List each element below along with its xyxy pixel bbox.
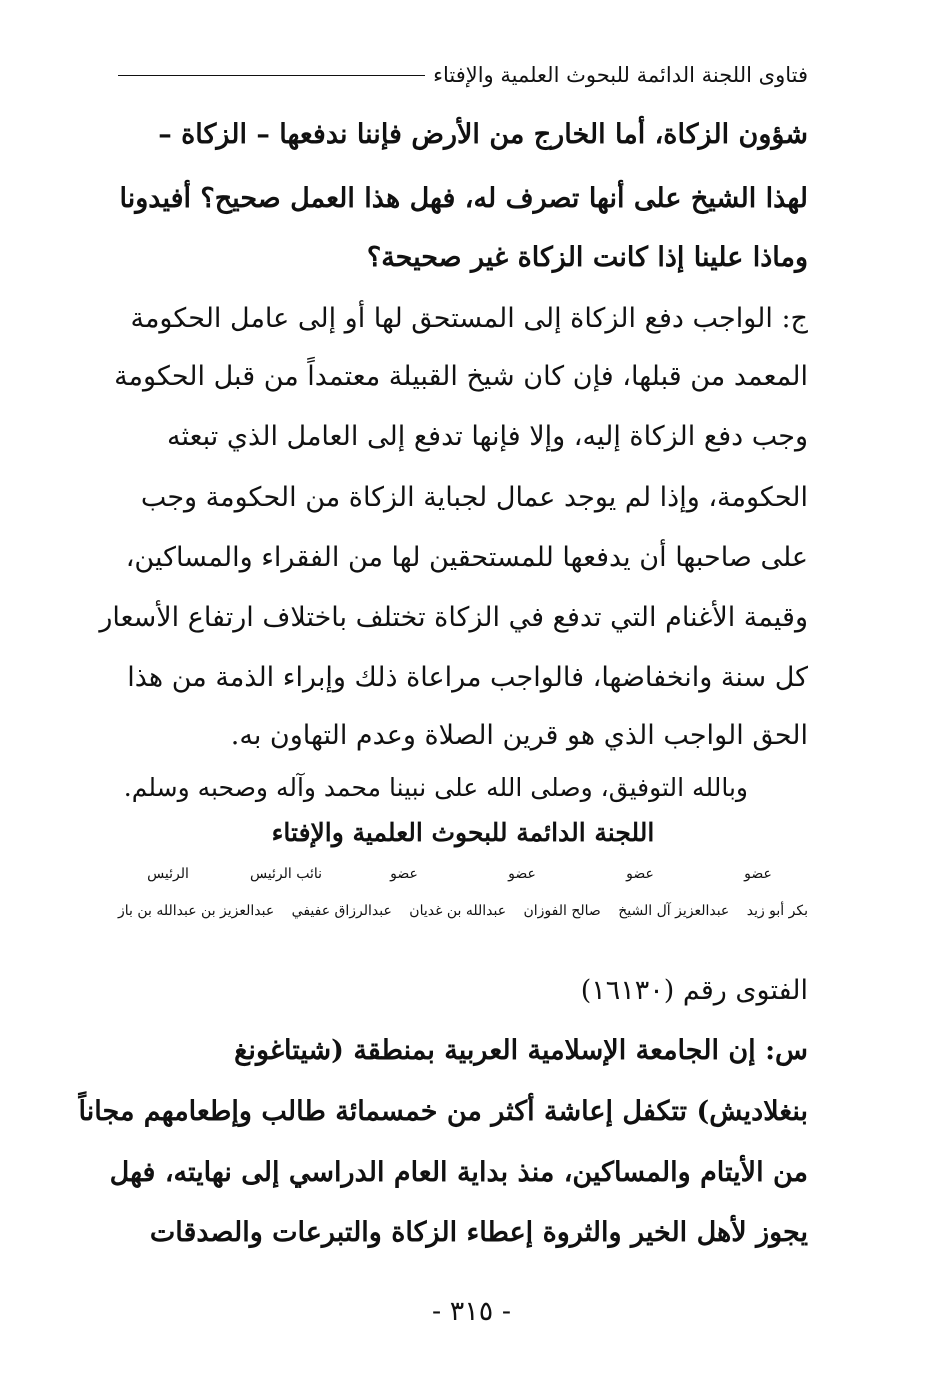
signatory-name: بكر أبو زيد [746,903,808,919]
answer-line: وجب دفع الزكاة إليه، وإلا فإنها تدفع إلى العامل الذي تبعثه [167,421,808,452]
signatory-roles [118,866,808,882]
answer-line: المعمد من قبلها، فإن كان شيخ القبيلة معتمداً من قبل الحكومة [114,361,808,392]
committee-name: اللجنة الدائمة للبحوث العلمية والإفتاء [271,818,655,847]
question-line: س: إن الجامعة الإسلامية العربية بمنطقة (شيتاغونغ [234,1035,808,1066]
signatory-name: عبدالعزيز بن عبدالله بن باز [118,903,275,919]
signatory-role: الرئيس [147,866,189,882]
header-rule [118,75,425,76]
signatory-name: عبدالله بن غديان [409,903,507,919]
answer-line: كل سنة وانخفاضها، فالواجب مراعاة ذلك وإبراء الذمة من هذا [127,662,808,693]
page-number: - ٣١٥ - [432,1296,511,1327]
answer-line: الحكومة، وإذا لم يوجد عمال لجباية الزكاة من الحكومة وجب [140,482,808,513]
signatory-role: عضو [626,866,654,882]
signatory-role: عضو [390,866,418,882]
signatory-name: عبدالعزيز آل الشيخ [618,903,730,919]
answer-line: وقيمة الأغنام التي تدفع في الزكاة تختلف باختلاف ارتفاع الأسعار [99,602,808,633]
signatory-name: عبدالرزاق عفيفي [291,903,392,919]
running-header [118,58,808,92]
signatory-role: عضو [508,866,536,882]
answer-line: ج: الواجب دفع الزكاة إلى المستحق لها أو إلى عامل الحكومة [130,303,808,334]
header-title: فتاوى اللجنة الدائمة للبحوث العلمية والإفتاء [433,63,808,87]
signatory-names [118,903,808,919]
question-line: لهذا الشيخ على أنها تصرف له، فهل هذا العمل صحيح؟ أفيدونا [119,183,808,214]
signatory-name: صالح الفوزان [523,903,601,919]
question-line: من الأيتام والمساكين، منذ بداية العام الدراسي إلى نهايته، فهل [109,1157,808,1188]
closing-line: وبالله التوفيق، وصلى الله على نبينا محمد وآله وصحبه وسلم. [123,773,748,802]
answer-line: الحق الواجب الذي هو قرين الصلاة وعدم التهاون به. [230,720,808,751]
question-line: شؤون الزكاة، أما الخارج من الأرض فإننا ندفعها – الزكاة – [158,119,808,150]
question-line: بنغلاديش) تتكفل إعاشة أكثر من خمسمائة طالب وإطعامهم مجاناً [78,1096,808,1127]
question-line: وماذا علينا إذا كانت الزكاة غير صحيحة؟ [366,242,808,273]
fatwa-number: الفتوى رقم (١٦١٣٠) [580,975,808,1006]
answer-line: على صاحبها أن يدفعها للمستحقين لها من الفقراء والمساكين، [125,542,808,573]
signatory-role: عضو [744,866,772,882]
signatory-role: نائب الرئيس [249,866,323,882]
question-line: يجوز لأهل الخير والثروة إعطاء الزكاة والتبرعات والصدقات [149,1217,808,1248]
